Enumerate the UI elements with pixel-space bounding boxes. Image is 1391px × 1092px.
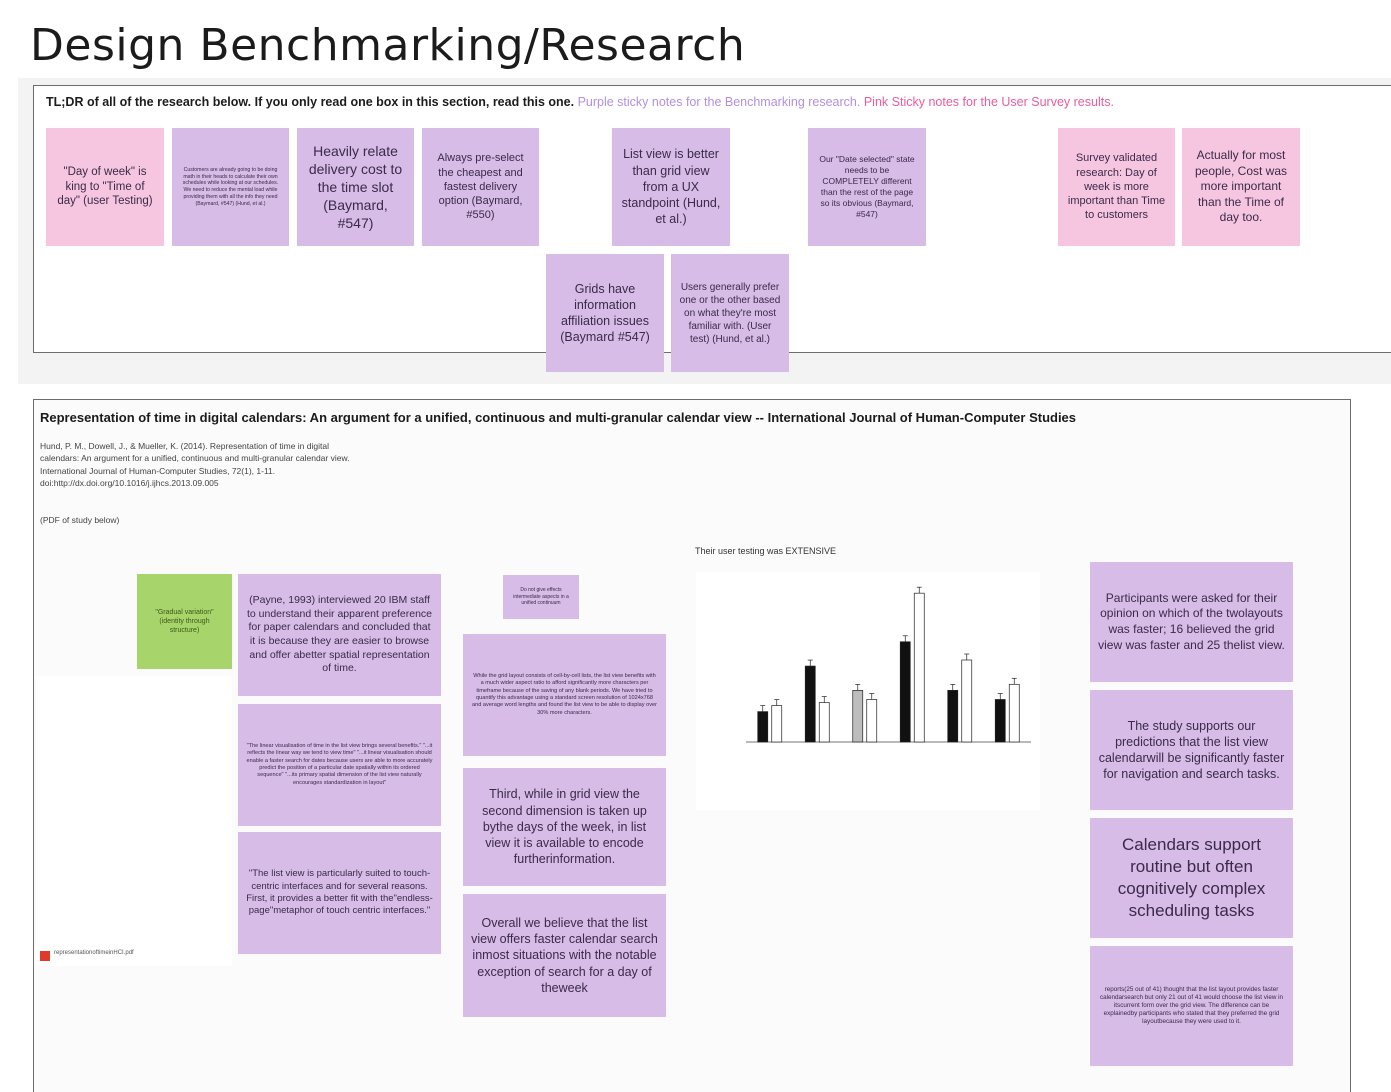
sticky-note[interactable]: Heavily relate delivery cost to the time slot (Baymard, #547) bbox=[297, 128, 414, 246]
sticky-note[interactable]: reports(25 out of 41) thought that the list layout provides faster calendarsearch but only 21 out of 41 would choose the list view in itscurrent form over the grid view. The difference can be explainedby participants who stated that they preferred the grid layoutbecause they were used to it. bbox=[1090, 946, 1293, 1066]
sticky-note[interactable]: While the grid layout consists of cell-by-cell lists, the list view benefits with a much wider aspect ratio to afford significantly more characters per timeframe because of the saving of any blank periods. We have tried to quantify this advantage using a standard screen resolution of 1024x768 and average word lengths and found the list view to be able to display over 30% more characters. bbox=[463, 634, 666, 756]
results-chart[interactable] bbox=[696, 572, 1040, 810]
tldr-heading: TL;DR of all of the research below. If you only read one box in this section, read this one. bbox=[46, 95, 575, 109]
chart-bar bbox=[900, 642, 910, 742]
sticky-note[interactable]: "The list view is particularly suited to touch-centric interfaces and for several reasons. First, it provides a better fit with the"endless-page"metaphor of touch centric interfaces." bbox=[238, 832, 441, 954]
sticky-note[interactable]: Always pre-select the cheapest and fastest delivery option (Baymard, #550) bbox=[422, 128, 539, 246]
sticky-note[interactable]: Third, while in grid view the second dimension is taken up bythe days of the week, in list view it is available to encode furtherinformation. bbox=[463, 768, 666, 886]
sticky-note[interactable]: "Day of week" is king to "Time of day" (user Testing) bbox=[46, 128, 164, 246]
tldr-heading-line bbox=[46, 95, 1114, 109]
sticky-note[interactable]: List view is better than grid view from a UX standpoint (Hund, et al.) bbox=[612, 128, 730, 246]
chart-bar bbox=[962, 660, 972, 742]
chart-bar bbox=[1009, 684, 1019, 742]
sticky-note[interactable]: "The linear visualisation of time in the list view brings several benefits." "...it reflects the linear way we tend to view time" "...it linear visualisation should enable a faster search for dates because users are able to more accurately predict the position of a particular date spatially within its ordered sequence" "...its primary spatial dimension of the list view naturally encourages standardization in layout" bbox=[238, 704, 441, 826]
chart-bar bbox=[805, 666, 815, 742]
paper-citation bbox=[40, 440, 500, 489]
pdf-file-icon[interactable] bbox=[40, 951, 50, 961]
chart-bar bbox=[995, 699, 1005, 742]
chart-bar bbox=[758, 712, 768, 742]
sticky-note[interactable]: Customers are already going to be doing math in their heads to calculate their own schedules while looking at our schedules. We need to reduce the mental load while providing them with all the info they need (Baymard, #547) (Hund, et al.) bbox=[172, 128, 289, 246]
chart-bar bbox=[819, 703, 829, 742]
sticky-note[interactable]: Users generally prefer one or the other based on what they're most familiar with. (User test) (Hund, et al.) bbox=[671, 254, 789, 372]
chart-bar bbox=[853, 690, 863, 742]
pink-legend: Pink Sticky notes for the User Survey results. bbox=[863, 95, 1114, 109]
sticky-note[interactable]: Grids have information affiliation issues (Baymard #547) bbox=[546, 254, 664, 372]
page-title: Design Benchmarking/Research bbox=[30, 20, 746, 71]
sticky-note[interactable]: Overall we believe that the list view offers faster calendar search inmost situations with the notable exception of search for a day of theweek bbox=[463, 894, 666, 1017]
sticky-note[interactable]: Our "Date selected" state needs to be COMPLETELY different than the rest of the page so its obvious (Baymard, #547) bbox=[808, 128, 926, 246]
sticky-note[interactable]: (Payne, 1993) interviewed 20 IBM staff to understand their apparent preference for paper calendars and concluded that it is because they are easier to browse and offer abetter spatial representation of time. bbox=[238, 574, 441, 696]
purple-legend: Purple sticky notes for the Benchmarking research. bbox=[577, 95, 861, 109]
results-chart-svg bbox=[696, 572, 1040, 810]
citation-line: doi:http://dx.doi.org/10.1016/j.ijhcs.2013.09.005 bbox=[40, 477, 219, 488]
citation-line: Hund, P. M., Dowell, J., & Mueller, K. (2014). Representation of time in digital bbox=[40, 441, 329, 451]
citation-line: International Journal of Human-Computer Studies, 72(1), 1-11. bbox=[40, 465, 276, 476]
sticky-note[interactable]: Survey validated research: Day of week is more important than Time to customers bbox=[1058, 128, 1175, 246]
paper-title: Representation of time in digital calendars: An argument for a unified, continuous and multi-granular calendar view -- International Journal of Human-Computer Studies bbox=[40, 410, 1077, 425]
chart-bar bbox=[914, 593, 924, 742]
pdf-preview[interactable] bbox=[36, 676, 232, 966]
sticky-note[interactable]: Do not give effects intermediate aspects in a unified continuum bbox=[503, 575, 579, 619]
citation-line: calendars: An argument for a unified, continuous and multi-granular calendar view. bbox=[40, 453, 350, 464]
sticky-note[interactable]: Participants were asked for their opinion on which of the twolayouts was faster; 16 believed the grid view was faster and 25 thelist view. bbox=[1090, 562, 1293, 682]
sticky-note[interactable]: "Gradual variation" (identity through structure) bbox=[137, 574, 232, 669]
chart-bar bbox=[867, 699, 877, 742]
sticky-note[interactable]: Calendars support routine but often cognitively complex scheduling tasks bbox=[1090, 818, 1293, 938]
pdf-filename[interactable]: representationoftimeinHCI.pdf bbox=[54, 950, 134, 956]
pdf-note: (PDF of study below) bbox=[40, 515, 120, 525]
chart-bar bbox=[948, 690, 958, 742]
sticky-note[interactable]: Actually for most people, Cost was more important than the Time of day too. bbox=[1182, 128, 1300, 246]
chart-bar bbox=[772, 706, 782, 742]
sticky-note[interactable]: The study supports our predictions that the list view calendarwill be significantly faster for navigation and search tasks. bbox=[1090, 690, 1293, 810]
chart-caption: Their user testing was EXTENSIVE bbox=[695, 546, 837, 556]
